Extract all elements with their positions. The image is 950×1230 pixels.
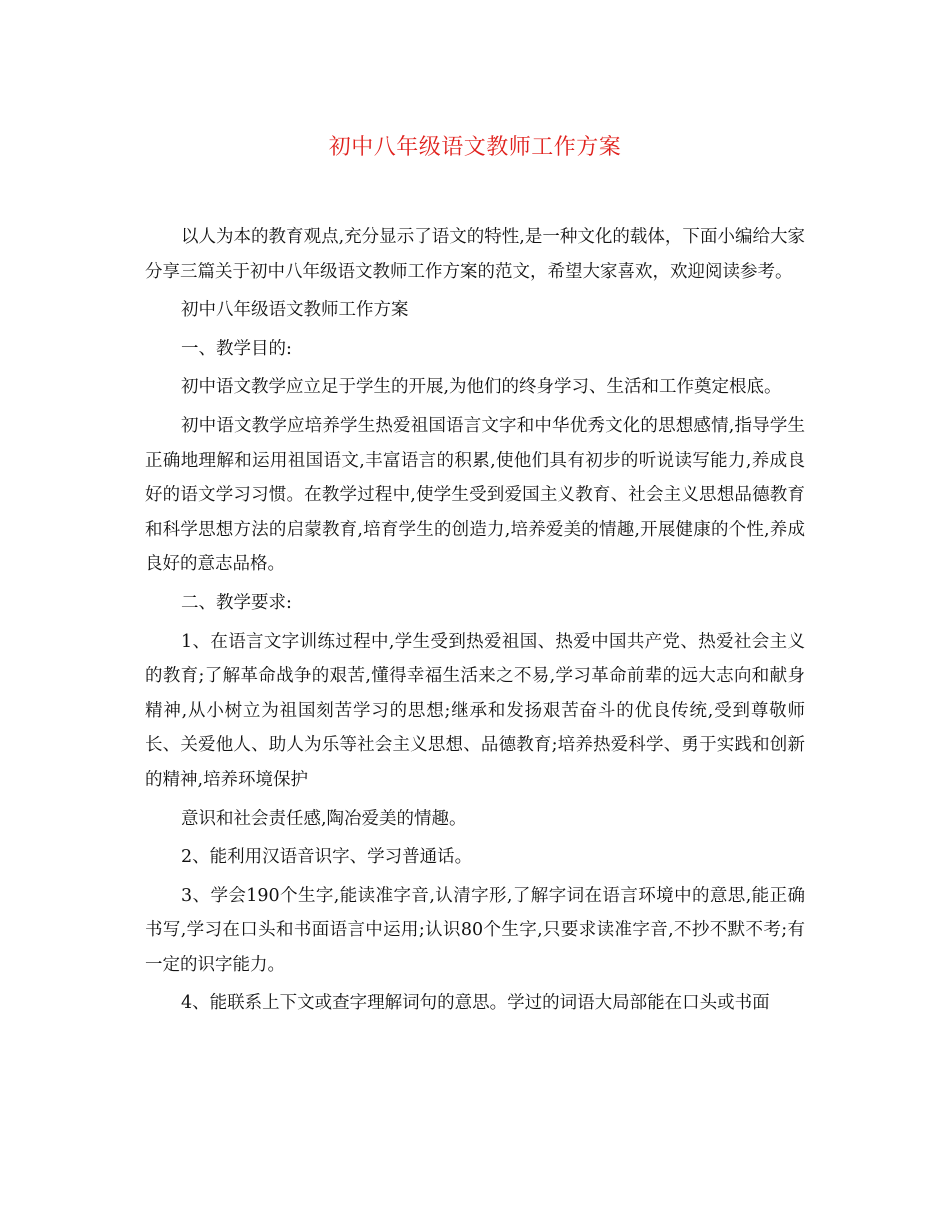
section-heading: 初中八年级语文教师工作方案 bbox=[181, 300, 409, 321]
requirement-item-1: 1、在语言文字训练过程中,学生受到热爱祖国、热爱中国共产党、热爱社会主义的教育;了解革命战争的艰苦,懂得幸福生活来之不易,学习革命前辈的远大志向和献身精神,从小树立为祖国刻苦学习的思想;继承和发扬艰苦奋斗的优良传统,受到尊敬师长、关爱他人、助人为乐等社会主义思想、品德教育;培养热爱科学、勇于实践和创新的精神,培养环境保护 bbox=[145, 631, 805, 790]
document-title: 初中八年级语文教师工作方案 bbox=[328, 135, 622, 160]
body-paragraph: 初中语文教学应立足于学生的开展,为他们的终身学习、生活和工作奠定根底。 bbox=[181, 377, 782, 398]
document-body bbox=[145, 220, 805, 1025]
body-paragraph: 初中语文教学应培养学生热爱祖国语言文字和中华优秀文化的思想感情,指导学生正确地理解和运用祖国语文,丰富语言的积累,使他们具有初步的听说读写能力,养成良好的语文学习习惯。在教学过程中,使学生受到爱国主义教育、社会主义思想品德教育和科学思想方法的启蒙教育,培育学生的创造力,培养爱美的情趣,开展健康的个性,养成良好的意志品格。 bbox=[145, 415, 805, 575]
intro-paragraph: 以人为本的教育观点,充分显示了语文的特性,是一种文化的载体，下面小编给大家分享三篇关于初中八年级语文教师工作方案的范文，希望大家喜欢，欢迎阅读参考。 bbox=[145, 227, 805, 282]
requirement-item-3: 3、学会190个生字,能读准字音,认清字形,了解字词在语言环境中的意思,能正确书写,学习在口头和书面语言中运用;认识80个生字,只要求读准字音,不抄不默不考;有一定的识字能力。 bbox=[145, 885, 805, 975]
body-paragraph: 意识和社会责任感,陶冶爱美的情趣。 bbox=[181, 808, 467, 829]
requirement-item-4: 4、能联系上下文或查字理解词句的意思。学过的词语大局部能在口头或书面 bbox=[181, 993, 770, 1014]
subheading-teaching-requirements: 二、教学要求: bbox=[181, 592, 292, 613]
requirement-item-2: 2、能利用汉语音识字、学习普通话。 bbox=[181, 847, 473, 868]
subheading-teaching-goals: 一、教学目的: bbox=[181, 338, 292, 359]
